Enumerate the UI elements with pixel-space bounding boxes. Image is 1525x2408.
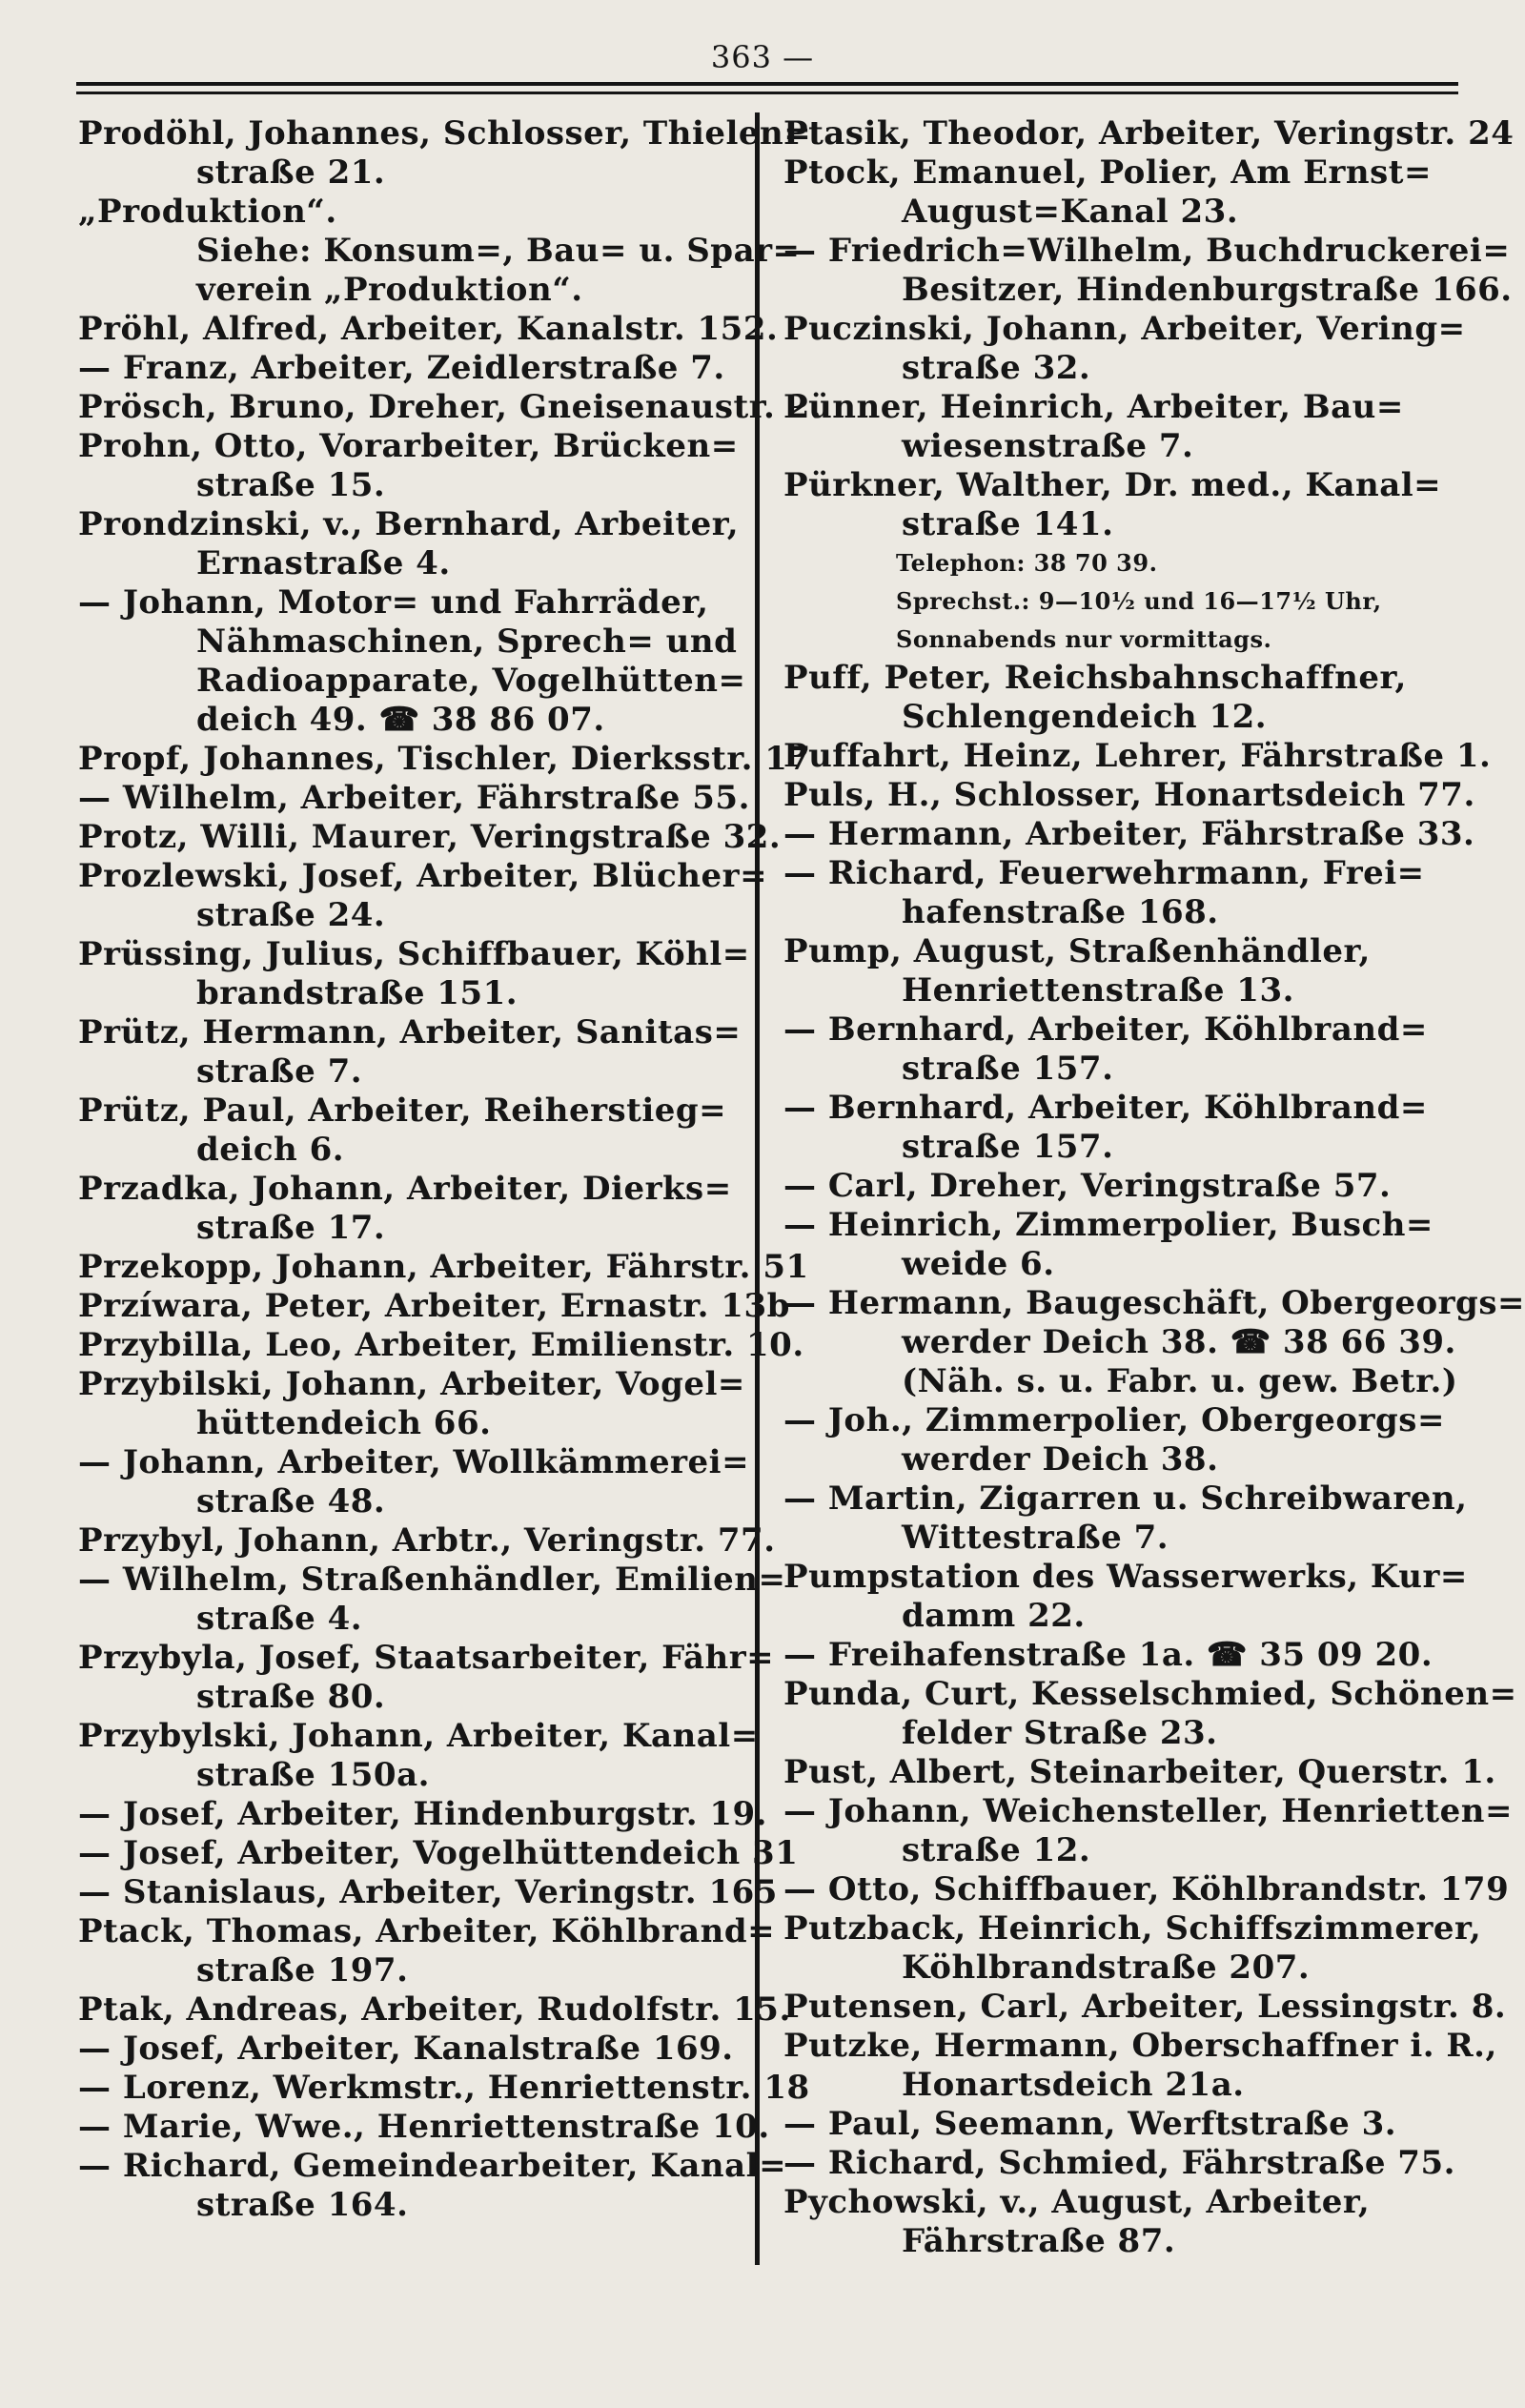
entry-continuation: straße 24. (196, 896, 386, 934)
directory-entry: — Hermann, Baugeschäft, Obergeorgs= (783, 1284, 1525, 1322)
entry-continuation: Henriettenstraße 13. (902, 971, 1294, 1010)
directory-entry: Przíwara, Peter, Arbeiter, Ernastr. 13b (78, 1287, 790, 1325)
directory-entry: — Friedrich=Wilhelm, Buchdruckerei= (783, 232, 1511, 270)
directory-entry: — Marie, Wwe., Henriettenstraße 10. (78, 2108, 770, 2146)
directory-entry: — Bernhard, Arbeiter, Köhlbrand= (783, 1010, 1428, 1049)
entry-continuation: straße 15. (196, 466, 386, 504)
entry-continuation: Telephon: 38 70 39. (896, 549, 1158, 577)
entry-continuation: verein „Produktion“. (196, 271, 583, 309)
directory-entry: Prüssing, Julius, Schiffbauer, Köhl= (78, 935, 750, 973)
entry-continuation: straße 197. (196, 1951, 409, 1990)
directory-entry: — Josef, Arbeiter, Vogelhüttendeich 31 (78, 1834, 799, 1872)
directory-entry: — Heinrich, Zimmerpolier, Busch= (783, 1206, 1434, 1244)
entry-continuation: straße 21. (196, 153, 386, 192)
directory-entry: Ptak, Andreas, Arbeiter, Rudolfstr. 15. (78, 1990, 791, 2029)
directory-entry: Propf, Johannes, Tischler, Dierksstr. 17 (78, 740, 811, 778)
directory-entry: Prösch, Bruno, Dreher, Gneisenaustr. 2. (78, 388, 823, 426)
directory-entry: — Otto, Schiffbauer, Köhlbrandstr. 179 (783, 1870, 1510, 1908)
entry-continuation: Köhlbrandstraße 207. (902, 1949, 1311, 1987)
directory-entry: Pünner, Heinrich, Arbeiter, Bau= (783, 388, 1404, 426)
entry-continuation: Schlengendeich 12. (902, 698, 1268, 736)
directory-entry: Pump, August, Straßenhändler, (783, 932, 1371, 970)
directory-entry: Ptock, Emanuel, Polier, Am Ernst= (783, 153, 1432, 192)
entry-continuation: hafenstraße 168. (902, 893, 1219, 931)
directory-entry: Putensen, Carl, Arbeiter, Lessingstr. 8. (783, 1988, 1507, 2026)
directory-entry: — Lorenz, Werkmstr., Henriettenstr. 18 (78, 2069, 810, 2107)
header-rule-thin (76, 92, 1458, 94)
directory-entry: Puls, H., Schlosser, Honartsdeich 77. (783, 776, 1475, 814)
entry-continuation: deich 6. (196, 1131, 345, 1169)
directory-entry: — Wilhelm, Straßenhändler, Emilien= (78, 1561, 786, 1599)
entry-continuation: Wittestraße 7. (902, 1519, 1169, 1557)
directory-entry: — Stanislaus, Arbeiter, Veringstr. 165 (78, 1873, 778, 1911)
entry-continuation: Sprechst.: 9—10½ und 16—17½ Uhr, (896, 587, 1382, 615)
directory-entry: — Richard, Feuerwehrmann, Frei= (783, 854, 1425, 892)
directory-entry: „Produktion“. (78, 193, 337, 231)
directory-entry: — Freihafenstraße 1a. ☎ 35 09 20. (783, 1636, 1434, 1674)
page-number: 363 — (710, 39, 815, 75)
directory-entry: Przekopp, Johann, Arbeiter, Fährstr. 51 (78, 1248, 809, 1286)
directory-entry: Ptasik, Theodor, Arbeiter, Veringstr. 24 (783, 114, 1515, 153)
entry-continuation: straße 150a. (196, 1756, 430, 1794)
entry-continuation: Honartsdeich 21a. (902, 2066, 1245, 2104)
directory-entry: Pust, Albert, Steinarbeiter, Querstr. 1. (783, 1753, 1496, 1791)
directory-entry: — Richard, Schmied, Fährstraße 75. (783, 2144, 1455, 2182)
entry-continuation: brandstraße 151. (196, 974, 518, 1012)
entry-continuation: straße 80. (196, 1678, 386, 1716)
directory-entry: — Johann, Motor= und Fahrräder, (78, 583, 709, 622)
directory-entry: Puffahrt, Heinz, Lehrer, Fährstraße 1. (783, 737, 1492, 775)
entry-continuation: felder Straße 23. (902, 1714, 1218, 1752)
entry-continuation: deich 49. ☎ 38 86 07. (196, 701, 605, 739)
left-column (78, 114, 823, 2225)
directory-entry: — Franz, Arbeiter, Zeidlerstraße 7. (78, 349, 725, 387)
directory-entry: Pumpstation des Wasserwerks, Kur= (783, 1558, 1468, 1596)
entry-continuation: Ernastraße 4. (196, 544, 451, 582)
directory-entry: Protz, Willi, Maurer, Veringstraße 32. (78, 818, 782, 856)
entry-continuation: hüttendeich 66. (196, 1404, 492, 1442)
directory-entry: — Bernhard, Arbeiter, Köhlbrand= (783, 1089, 1428, 1127)
directory-entry: — Josef, Arbeiter, Kanalstraße 169. (78, 2030, 734, 2068)
directory-entry: — Johann, Arbeiter, Wollkämmerei= (78, 1443, 750, 1481)
entry-continuation: straße 4. (196, 1600, 363, 1638)
directory-entry: Przybyl, Johann, Arbtr., Veringstr. 77. (78, 1521, 776, 1560)
directory-entry: Przybyla, Josef, Staatsarbeiter, Fähr= (78, 1639, 775, 1677)
directory-entry: Puczinski, Johann, Arbeiter, Vering= (783, 310, 1466, 348)
directory-entry: Ptack, Thomas, Arbeiter, Köhlbrand= (78, 1912, 776, 1950)
directory-entry: Putzke, Hermann, Oberschaffner i. R., (783, 2027, 1497, 2065)
entry-continuation: straße 32. (902, 349, 1091, 387)
entry-continuation: weide 6. (902, 1245, 1055, 1283)
directory-entry: Pröhl, Alfred, Arbeiter, Kanalstr. 152. (78, 310, 779, 348)
directory-entry: Prozlewski, Josef, Arbeiter, Blücher= (78, 857, 768, 895)
entry-continuation: straße 157. (902, 1050, 1114, 1088)
directory-entry: — Martin, Zigarren u. Schreibwaren, (783, 1479, 1468, 1518)
directory-entry: — Wilhelm, Arbeiter, Fährstraße 55. (78, 779, 750, 817)
directory-entry: — Hermann, Arbeiter, Fährstraße 33. (783, 815, 1475, 853)
directory-entry: — Johann, Weichensteller, Henrietten= (783, 1792, 1513, 1830)
header-rule-thick (76, 82, 1458, 86)
entry-continuation: (Näh. s. u. Fabr. u. gew. Betr.) (902, 1362, 1458, 1400)
directory-entry: Pychowski, v., August, Arbeiter, (783, 2183, 1371, 2221)
directory-entry: Prodöhl, Johannes, Schlosser, Thielen= (78, 114, 812, 153)
directory-entry: Prondzinski, v., Bernhard, Arbeiter, (78, 505, 740, 543)
entry-continuation: Fährstraße 87. (902, 2222, 1176, 2260)
entry-continuation: Nähmaschinen, Sprech= und (196, 622, 738, 661)
directory-entry: — Josef, Arbeiter, Hindenburgstr. 19. (78, 1795, 768, 1833)
right-column (783, 114, 1525, 2261)
entry-continuation: werder Deich 38. (902, 1440, 1219, 1479)
entry-continuation: damm 22. (902, 1597, 1086, 1635)
entry-continuation: straße 48. (196, 1482, 386, 1520)
directory-entry: Prohn, Otto, Vorarbeiter, Brücken= (78, 427, 739, 465)
entry-continuation: August=Kanal 23. (902, 193, 1239, 231)
entry-continuation: Besitzer, Hindenburgstraße 166. (902, 271, 1513, 309)
entry-continuation: werder Deich 38. ☎ 38 66 39. (902, 1323, 1456, 1361)
directory-entry: Przybilla, Leo, Arbeiter, Emilienstr. 10. (78, 1326, 804, 1364)
entry-continuation: straße 157. (902, 1128, 1114, 1166)
entry-continuation: Radioapparate, Vogelhütten= (196, 662, 746, 700)
directory-entry: Przadka, Johann, Arbeiter, Dierks= (78, 1170, 732, 1208)
entry-continuation: wiesenstraße 7. (902, 427, 1194, 465)
directory-entry: — Joh., Zimmerpolier, Obergeorgs= (783, 1401, 1445, 1439)
entry-continuation: straße 12. (902, 1831, 1091, 1869)
entry-continuation: Sonnabends nur vormittags. (896, 625, 1272, 653)
directory-entry: — Paul, Seemann, Werftstraße 3. (783, 2105, 1397, 2143)
directory-entry: Przybilski, Johann, Arbeiter, Vogel= (78, 1365, 745, 1403)
directory-entry: Pürkner, Walther, Dr. med., Kanal= (783, 466, 1442, 504)
directory-entry: — Richard, Gemeindearbeiter, Kanal= (78, 2147, 787, 2185)
directory-entry: Punda, Curt, Kesselschmied, Schönen= (783, 1675, 1517, 1713)
entry-continuation: straße 7. (196, 1052, 363, 1091)
directory-entry: Przybylski, Johann, Arbeiter, Kanal= (78, 1717, 759, 1755)
entry-continuation: straße 164. (196, 2186, 409, 2224)
directory-entry: — Carl, Dreher, Veringstraße 57. (783, 1167, 1392, 1205)
directory-entry: Puff, Peter, Reichsbahnschaffner, (783, 659, 1407, 697)
directory-entry: Prütz, Hermann, Arbeiter, Sanitas= (78, 1013, 742, 1051)
entry-continuation: straße 141. (902, 505, 1114, 543)
directory-entry: Prütz, Paul, Arbeiter, Reiherstieg= (78, 1092, 727, 1130)
entry-continuation: Siehe: Konsum=, Bau= u. Spar= (196, 232, 801, 270)
entry-continuation: straße 17. (196, 1209, 386, 1247)
directory-entry: Putzback, Heinrich, Schiffszimmerer, (783, 1909, 1482, 1948)
